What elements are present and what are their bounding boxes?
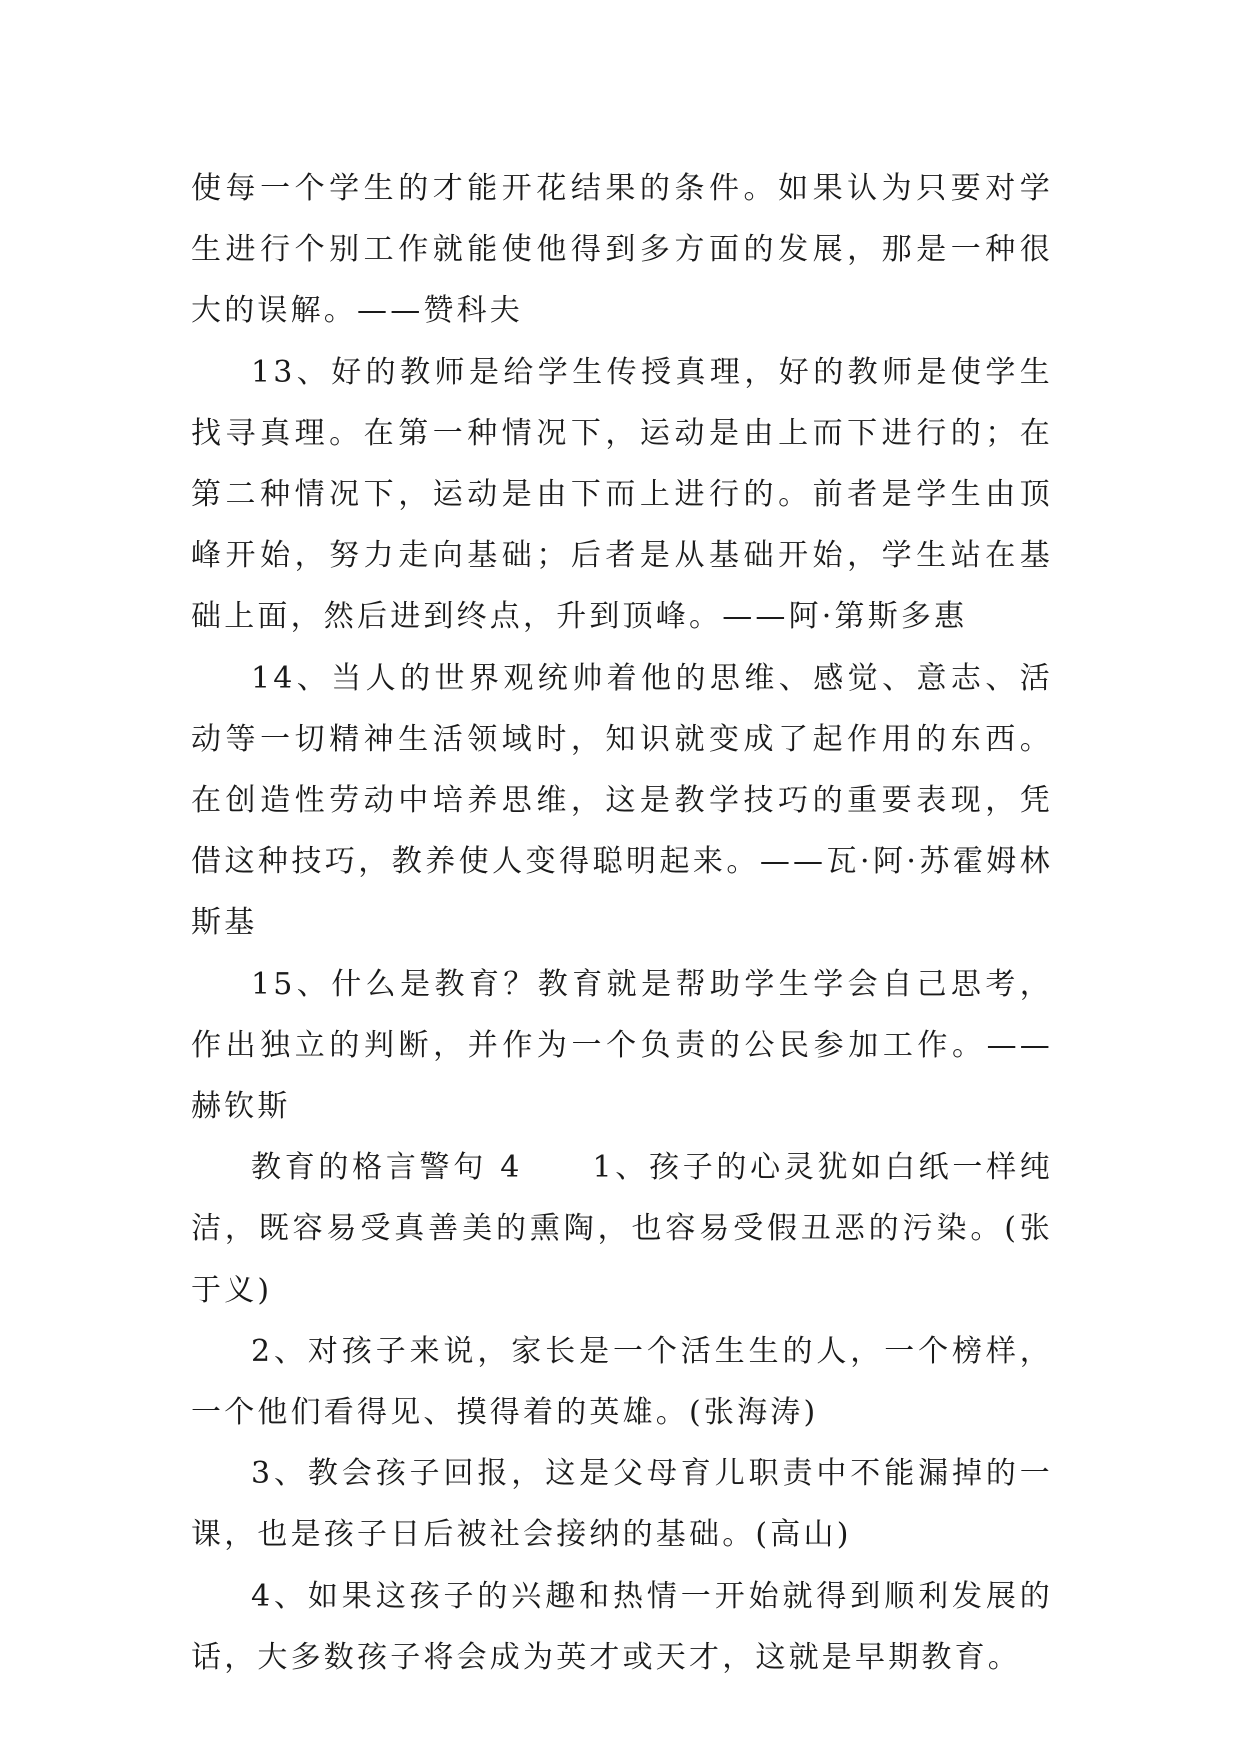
paragraph-14: 14、当人的世界观统帅着他的思维、感觉、意志、活动等一切精神生活领域时，知识就变成了起作用的东西。在创造性劳动中培养思维，这是教学技巧的重要表现，凭借这种技巧，教养使人变得聪明起来。——瓦·阿·苏霍姆林斯基 [191, 660, 1053, 941]
section-4-paragraph-4: 4、如果这孩子的兴趣和热情一开始就得到顺利发展的话，大多数孩子将会成为英才或天才，这就是早期教育。 [191, 1578, 1053, 1675]
section-4-paragraph-3: 3、教会孩子回报，这是父母育儿职责中不能漏掉的一课，也是孩子日后被社会接纳的基础。(高山) [191, 1456, 1053, 1553]
section-heading: 教育的格言警句 4 [251, 1150, 523, 1186]
paragraph-15: 15、什么是教育？教育就是帮助学生学会自己思考，作出独立的判断，并作为一个负责的公民参加工作。——赫钦斯 [191, 966, 1053, 1125]
section-4-paragraph-1 [191, 1137, 1053, 1321]
paragraph-12-continuation: 使每一个学生的才能开花结果的条件。如果认为只要对学生进行个别工作就能使他得到多方面的发展，那是一种很大的误解。——赞科夫 [191, 171, 1053, 329]
document-body [191, 158, 1053, 1688]
paragraph-13: 13、好的教师是给学生传授真理，好的教师是使学生找寻真理。在第一种情况下，运动是由上而下进行的；在第二种情况下，运动是由下而上进行的。前者是学生由顶峰开始，努力走向基础；后者是从基础开始，学生站在基础上面，然后进到终点，升到顶峰。——阿·第斯多惠 [191, 354, 1053, 635]
section-4-paragraph-2: 2、对孩子来说，家长是一个活生生的人，一个榜样，一个他们看得见、摸得着的英雄。(张海涛) [191, 1333, 1053, 1431]
section-4-item-1-text: 1、孩子的心灵犹如白纸一样纯洁，既容易受真善美的熏陶，也容易受假丑恶的污染。(张于义) [191, 1150, 1053, 1308]
